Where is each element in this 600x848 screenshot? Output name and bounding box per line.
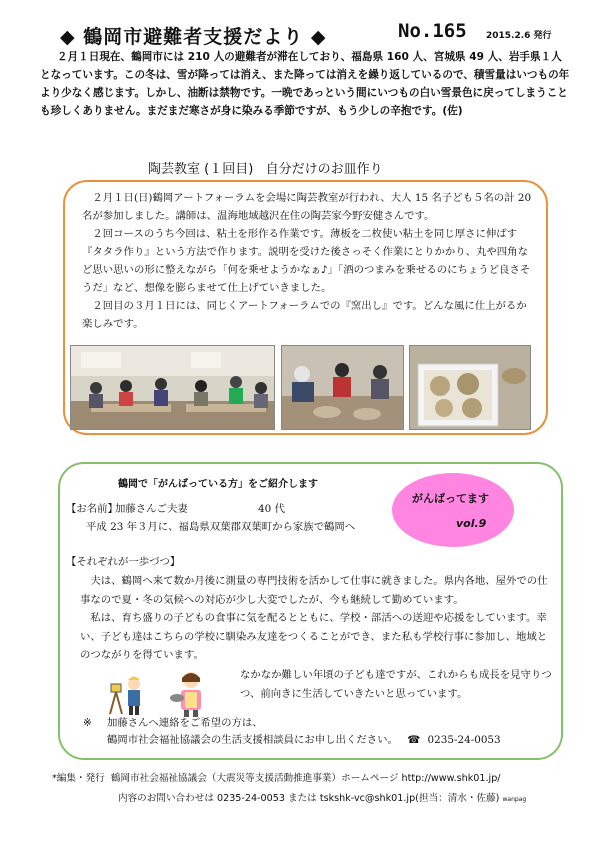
profile-paragraph: 夫は、鶴岡へ来て数か月後に測量の専門技術を活かして仕事に就きました。県内各地、屋外での仕事なので夏・冬の気候への対応が少し大変でしたが、今も継続して勤めています。 <box>80 575 548 606</box>
surveyor-illustration <box>100 670 146 716</box>
footer-contact-text: 内容のお問い合わせは 0235-24-0053 または tskshk-vc@shk01.jp(担当：清水・佐藤) <box>118 793 500 804</box>
note-mark: ※ <box>83 717 92 729</box>
footer-publisher: *編集・発行 鶴岡市社会福祉協議会（大震災等支援活動推進事業）ホームページ http://www.shk01.jp/ <box>52 773 501 784</box>
pottery-article-text <box>82 189 534 333</box>
badge-vol: vol.9 <box>456 517 487 530</box>
photo-clay-plates <box>409 345 531 430</box>
footer-contact <box>118 790 526 804</box>
name-note: 平成 23 年３月に、福島県双葉郡双葉町から家族で鶴岡へ <box>86 521 356 533</box>
name-label: 【お名前】 <box>66 503 118 515</box>
cooking-illustration <box>168 668 214 718</box>
pottery-paragraph: ２回コースのうち今回は、粘土を形作る作業です。薄板を二枚使い粘土を同じ厚さに伸ばす『タタラ作り』という方法で作ります。説明を受けた後さっそく作業にとりかかり、丸や四角など思い思いの形に整えながら「何を乗せようかなぁ♪」「酒のつまみを乗せるのにちょうど良さそうだ」など、想像を膨らませて仕上げていきました。 <box>82 228 531 294</box>
section2-heading: 鶴岡で「がんばっている方」をご紹介します <box>118 479 318 490</box>
section1-heading: 陶芸教室 (１回目) 自分だけのお皿作り <box>148 162 383 177</box>
issue-number: No.165 <box>398 20 467 42</box>
contact-line2-wrap <box>85 732 555 749</box>
contact-line2: 鶴岡市社会福祉協議会の生活支援相談員にお申し出ください。 <box>107 734 398 746</box>
pottery-paragraph: ２月１日(日)鶴岡アートフォーラムを会場に陶芸教室が行われ、大人 15 名子ども５名の計 20 名が参加しました。講師は、温海地域越沢在住の陶芸家今野安健さんです。 <box>82 192 532 222</box>
phone-icon: ☎ <box>407 734 421 746</box>
step-heading: 【それぞれが一歩づつ】 <box>66 556 181 568</box>
photo-classroom <box>70 345 275 430</box>
profile-paragraph: 私は、育ち盛りの子どもの食事に気を配るとともに、学校・部活への送迎や応援をしています。幸い、子ども達はこちらの学校に馴染み友達をつくることができ、また私も学校行事に参加し、地域とのつながりを得ています。 <box>80 612 548 661</box>
person-name: 加藤さんご夫妻 <box>115 503 188 515</box>
contact-block <box>85 715 555 749</box>
issue-date: 2015.2.6 発行 <box>486 31 552 41</box>
profile-closing: なかなか難しい年頃の子ども達ですが、これからも成長を見守りつつ、前向きに生活していきたいと思っています。 <box>240 669 552 700</box>
person-age: 40 代 <box>258 503 285 515</box>
pottery-paragraph: ２回目の３月１日には、同じくアートフォーラムでの『窯出し』です。どんな風に仕上がるか楽しみです。 <box>82 300 527 330</box>
page-title: ◆ 鶴岡市避難者支援だより ◆ <box>60 26 327 48</box>
phone-number: 0235-24-0053 <box>427 734 501 746</box>
badge-text: がんばってます <box>412 492 489 505</box>
badge-ellipse <box>392 473 514 547</box>
footer-mark: wanpag <box>502 796 527 803</box>
photo-working <box>281 345 404 430</box>
intro-paragraph: ２月１日現在、鶴岡市には 210 人の避難者が滞在しており、福島県 160 人、宮城県 49 人、岩手県１人となっています。この冬は、雪が降っては消え、また降っては消えを繰り返しているので、積雪量はいつもの年より少なく感じます。しかし、油断は禁物です。一晩であっという間にいつもの白い雪景色に戻ってしまうことも珍しくありません。まだまだ寒さが身に染みる季節ですが、もう少しの辛抱です。(佐) <box>40 51 570 117</box>
contact-line1: 加藤さんへ連絡をご希望の方は、 <box>107 717 263 729</box>
profile-body <box>80 572 550 665</box>
